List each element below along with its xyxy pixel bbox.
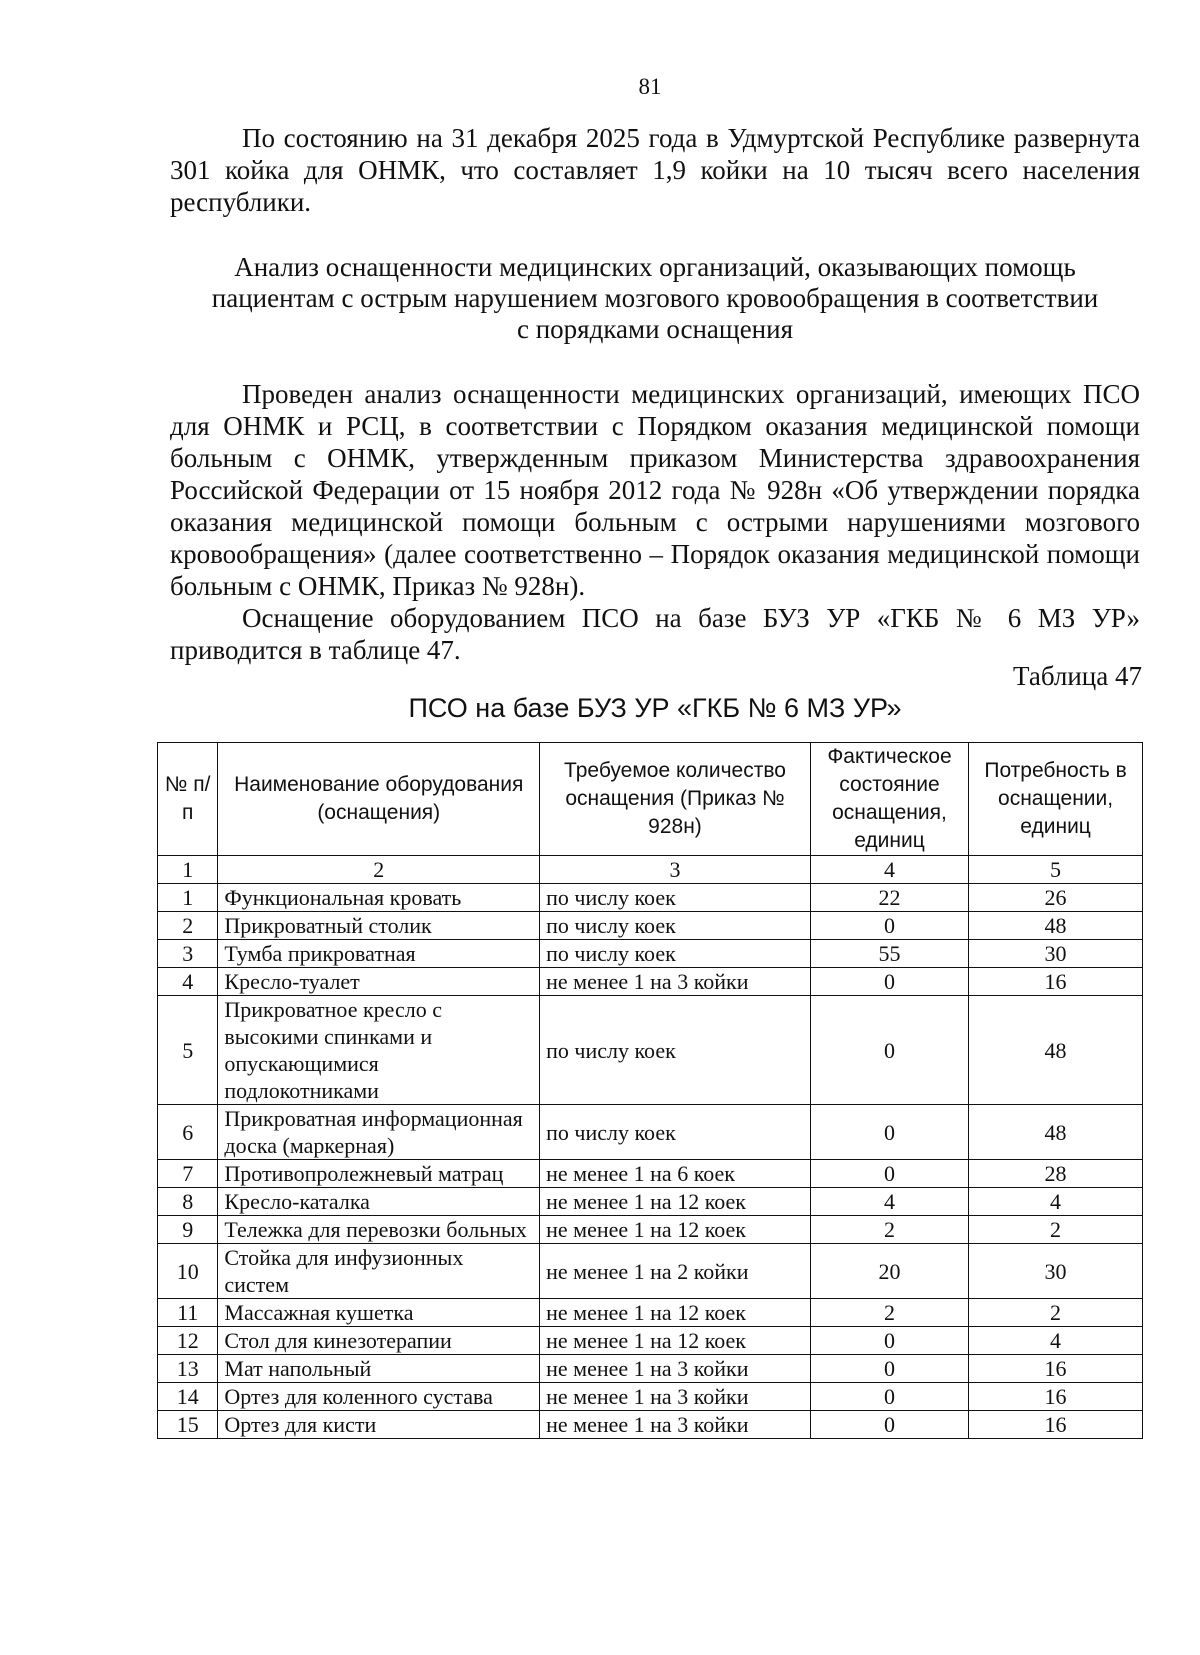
section-heading-line-1: Анализ оснащенности медицинских организаций, оказывающих помощь: [234, 252, 1076, 282]
need-quantity-cell: 4: [969, 1327, 1143, 1355]
required-quantity-cell: не менее 1 на 12 коек: [540, 1216, 811, 1244]
required-quantity-cell: по числу коек: [540, 940, 811, 968]
table-row: [158, 884, 1143, 912]
table-label: Таблица 47: [1013, 661, 1142, 691]
required-quantity-cell: не менее 1 на 2 койки: [540, 1244, 811, 1299]
required-quantity-cell: не менее 1 на 12 коек: [540, 1327, 811, 1355]
equipment-name-cell: Противопролежневый матрац: [218, 1160, 540, 1188]
section-heading-line-2: пациентам с острым нарушением мозгового кровообращения в соответствии: [211, 283, 1099, 313]
need-quantity-cell: 16: [969, 1355, 1143, 1383]
required-quantity-cell: по числу коек: [540, 912, 811, 940]
actual-quantity-cell: 55: [810, 940, 968, 968]
actual-quantity-cell: 2: [810, 1299, 968, 1327]
required-quantity-cell: не менее 1 на 12 коек: [540, 1188, 811, 1216]
actual-quantity-cell: 0: [810, 912, 968, 940]
table-row: [158, 1244, 1143, 1299]
equipment-name-cell: Тележка для перевозки больных: [218, 1216, 540, 1244]
need-quantity-cell: 28: [969, 1160, 1143, 1188]
equipment-name-cell: Ортез для кисти: [218, 1411, 540, 1439]
column-number: 4: [810, 856, 968, 884]
body-text: [170, 378, 1140, 666]
actual-quantity-cell: 0: [810, 1105, 968, 1160]
row-number-cell: 15: [158, 1411, 218, 1439]
required-quantity-cell: по числу коек: [540, 1105, 811, 1160]
table-row: [158, 1160, 1143, 1188]
header-required: Требуемое количество оснащения (Приказ № 928н): [540, 743, 811, 856]
column-number: 2: [218, 856, 540, 884]
actual-quantity-cell: 2: [810, 1216, 968, 1244]
table-row: [158, 1327, 1143, 1355]
need-quantity-cell: 16: [969, 968, 1143, 996]
equipment-name-cell: Массажная кушетка: [218, 1299, 540, 1327]
need-quantity-cell: 2: [969, 1216, 1143, 1244]
table-row: [158, 1105, 1143, 1160]
need-quantity-cell: 16: [969, 1411, 1143, 1439]
equipment-name-cell: Ортез для коленного сустава: [218, 1383, 540, 1411]
row-number-cell: 6: [158, 1105, 218, 1160]
section-heading-line-3: с порядками оснащения: [517, 314, 793, 344]
equipment-paragraph: Оснащение оборудованием ПСО на базе БУЗ УР «ГКБ № 6 МЗ УР» приводится в таблице 47.: [170, 603, 1140, 665]
header-actual: Фактическое состояние оснащения, единиц: [810, 743, 968, 856]
row-number-cell: 2: [158, 912, 218, 940]
table-row: [158, 912, 1143, 940]
need-quantity-cell: 48: [969, 912, 1143, 940]
equipment-name-cell: Кресло-туалет: [218, 968, 540, 996]
row-number-cell: 5: [158, 996, 218, 1105]
intro-paragraph: По состоянию на 31 декабря 2025 года в Удмуртской Республике развернута 301 койка для ОНМК, что составляет 1,9 койки на 10 тысяч всего населения республики.: [170, 123, 1140, 217]
required-quantity-cell: не менее 1 на 3 койки: [540, 968, 811, 996]
row-number-cell: 14: [158, 1383, 218, 1411]
required-quantity-cell: по числу коек: [540, 884, 811, 912]
actual-quantity-cell: 0: [810, 996, 968, 1105]
header-need: Потребность в оснащении, единиц: [969, 743, 1143, 856]
page-number: 81: [638, 74, 662, 99]
header-name: Наименование оборудования (оснащения): [218, 743, 540, 856]
need-quantity-cell: 26: [969, 884, 1143, 912]
required-quantity-cell: по числу коек: [540, 996, 811, 1105]
need-quantity-cell: 30: [969, 940, 1143, 968]
need-quantity-cell: 48: [969, 1105, 1143, 1160]
row-number-cell: 11: [158, 1299, 218, 1327]
row-number-cell: 8: [158, 1188, 218, 1216]
row-number-cell: 1: [158, 884, 218, 912]
actual-quantity-cell: 0: [810, 1355, 968, 1383]
row-number-cell: 7: [158, 1160, 218, 1188]
header-num: № п/п: [158, 743, 218, 856]
equipment-name-cell: Стол для кинезотерапии: [218, 1327, 540, 1355]
actual-quantity-cell: 0: [810, 1383, 968, 1411]
required-quantity-cell: не менее 1 на 6 коек: [540, 1160, 811, 1188]
actual-quantity-cell: 20: [810, 1244, 968, 1299]
required-quantity-cell: не менее 1 на 12 коек: [540, 1299, 811, 1327]
table-row: [158, 1216, 1143, 1244]
actual-quantity-cell: 0: [810, 968, 968, 996]
equipment-name-cell: Прикроватное кресло с высокими спинками и опускающимися подлокотниками: [218, 996, 540, 1105]
actual-quantity-cell: 22: [810, 884, 968, 912]
table-row: [158, 940, 1143, 968]
table-row: [158, 1383, 1143, 1411]
row-number-cell: 9: [158, 1216, 218, 1244]
column-number: 5: [969, 856, 1143, 884]
column-number-row: [158, 856, 1143, 884]
row-number-cell: 12: [158, 1327, 218, 1355]
table-row: [158, 1355, 1143, 1383]
equipment-name-cell: Стойка для инфузионных систем: [218, 1244, 540, 1299]
required-quantity-cell: не менее 1 на 3 койки: [540, 1411, 811, 1439]
required-quantity-cell: не менее 1 на 3 койки: [540, 1355, 811, 1383]
required-quantity-cell: не менее 1 на 3 койки: [540, 1383, 811, 1411]
table-body: [158, 856, 1143, 1439]
equipment-name-cell: Тумба прикроватная: [218, 940, 540, 968]
equipment-name-cell: Мат напольный: [218, 1355, 540, 1383]
need-quantity-cell: 2: [969, 1299, 1143, 1327]
equipment-name-cell: Прикроватная информационная доска (маркерная): [218, 1105, 540, 1160]
section-heading: [170, 252, 1140, 345]
actual-quantity-cell: 0: [810, 1327, 968, 1355]
table-row: [158, 1411, 1143, 1439]
table-row: [158, 968, 1143, 996]
row-number-cell: 3: [158, 940, 218, 968]
table-row: [158, 1299, 1143, 1327]
table-row: [158, 1188, 1143, 1216]
table-title: ПСО на базе БУЗ УР «ГКБ № 6 МЗ УР»: [408, 693, 902, 723]
actual-quantity-cell: 0: [810, 1160, 968, 1188]
column-number: 1: [158, 856, 218, 884]
need-quantity-cell: 48: [969, 996, 1143, 1105]
actual-quantity-cell: 0: [810, 1411, 968, 1439]
need-quantity-cell: 16: [969, 1383, 1143, 1411]
need-quantity-cell: 4: [969, 1188, 1143, 1216]
column-number: 3: [540, 856, 811, 884]
table-header-row: [158, 743, 1143, 856]
table-row: [158, 996, 1143, 1105]
row-number-cell: 4: [158, 968, 218, 996]
analysis-paragraph: Проведен анализ оснащенности медицинских организаций, имеющих ПСО для ОНМК и РСЦ, в соответствии с Порядком оказания медицинской помощи больным с ОНМК, утвержденным приказом Министерства здравоохранения Российской Федерации от 15 ноября 2012 года № 928н «Об утверждении порядка оказания медицинской помощи больным с острыми нарушениями мозгового кровообращения» (далее соответственно – Порядок оказания медицинской помощи больным с ОНМК, Приказ № 928н).: [170, 379, 1140, 601]
row-number-cell: 10: [158, 1244, 218, 1299]
equipment-name-cell: Кресло-каталка: [218, 1188, 540, 1216]
equipment-name-cell: Прикроватный столик: [218, 912, 540, 940]
actual-quantity-cell: 4: [810, 1188, 968, 1216]
need-quantity-cell: 30: [969, 1244, 1143, 1299]
equipment-name-cell: Функциональная кровать: [218, 884, 540, 912]
equipment-table: [157, 742, 1143, 1439]
row-number-cell: 13: [158, 1355, 218, 1383]
